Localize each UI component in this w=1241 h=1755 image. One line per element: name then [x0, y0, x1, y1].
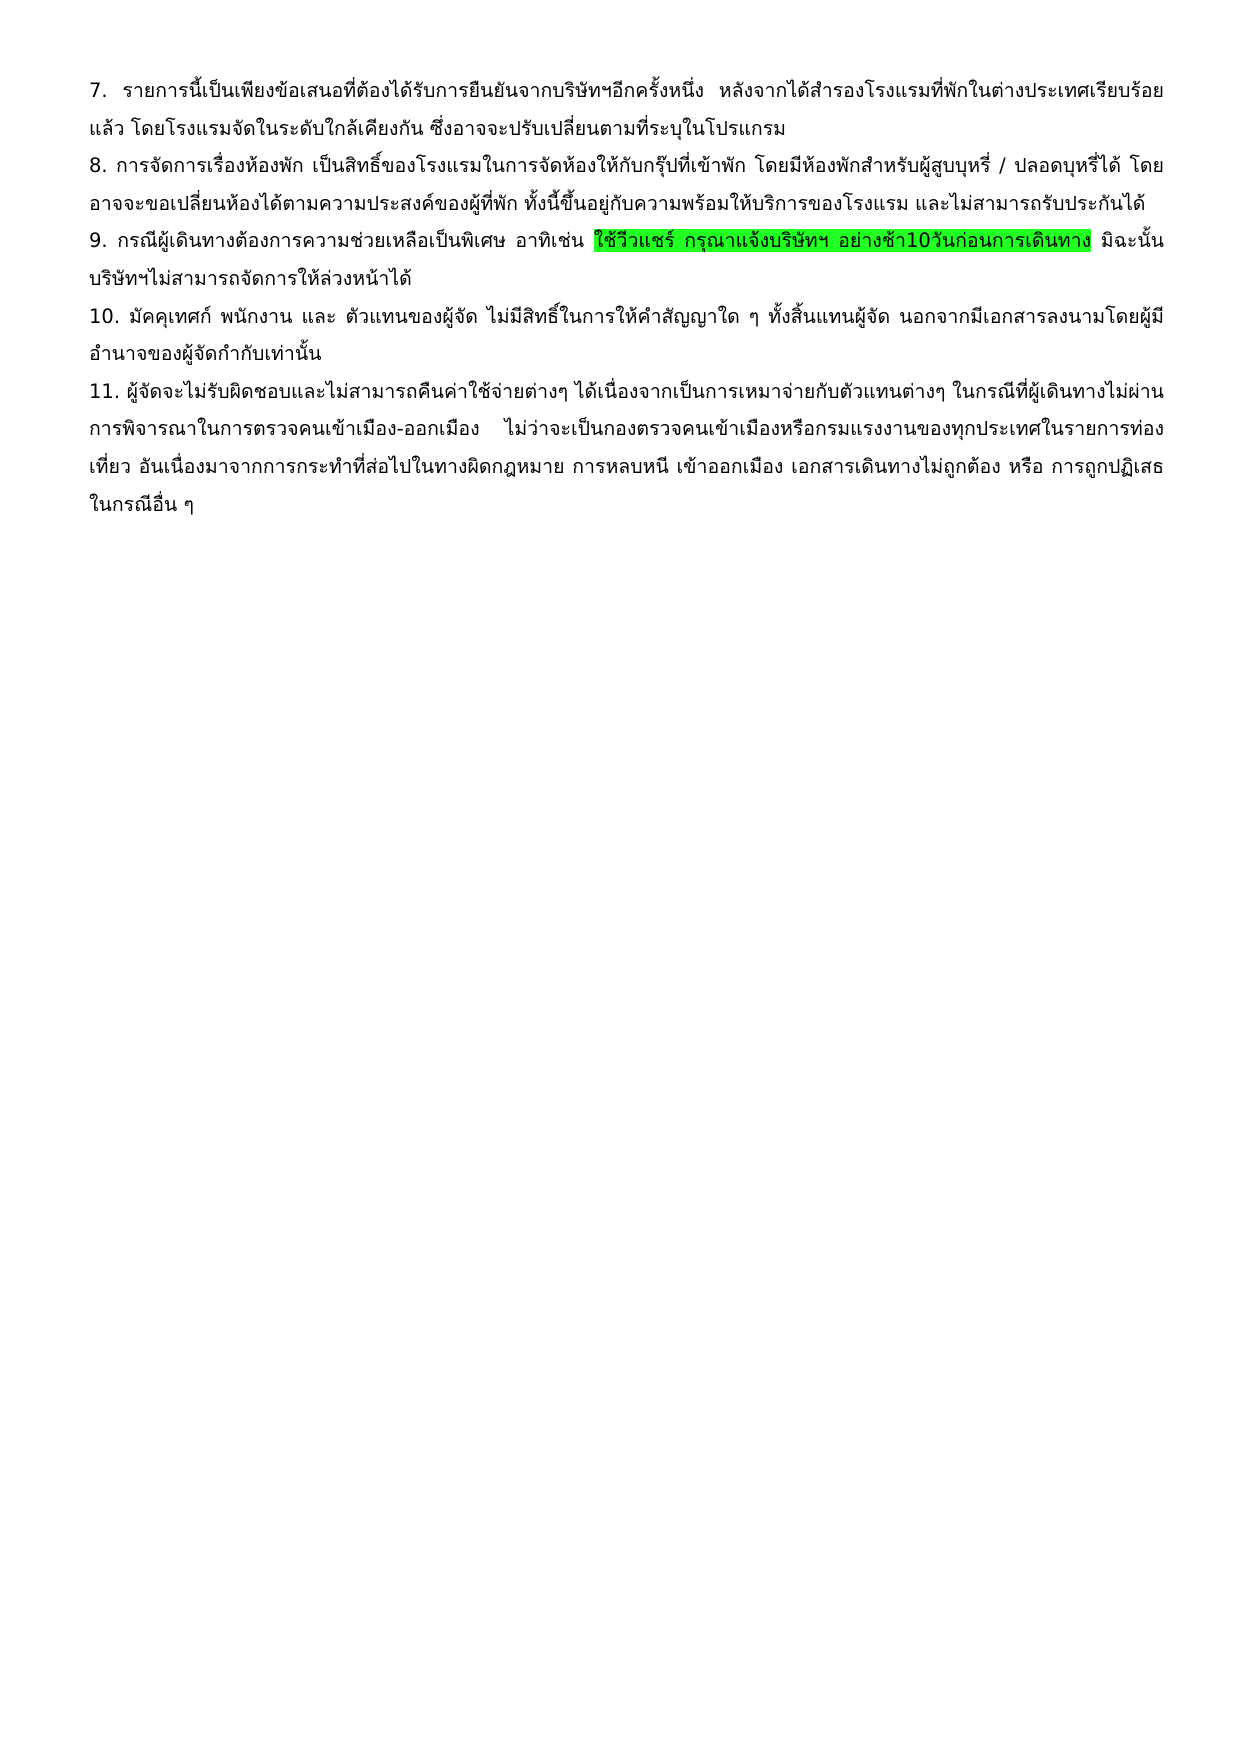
term-item-8: 8. การจัดการเรื่องห้องพัก เป็นสิทธิ์ของโรงแรมในการจัดห้องให้กับกรุ๊ปที่เข้าพัก โดยมีห้องพักสำหรับผู้สูบบุหรี่ / ปลอดบุหรี่ได้ โดยอาจจะขอเปลี่ยนห้องได้ตามความประสงค์ของผู้ที่พัก ทั้งนี้ขึ้นอยู่กับความพร้อมให้บริการของโรงแรม และไม่สามารถรับประกันได้	[89, 154, 1164, 215]
term-item-9-text-start: 9. กรณีผู้เดินทางต้องการความช่วยเหลือเป็นพิเศษ อาทิเช่น	[89, 229, 594, 253]
term-item-9	[89, 222, 1164, 297]
term-item-11: 11. ผู้จัดจะไม่รับผิดชอบและไม่สามารถคืนค่าใช้จ่ายต่างๆ ได้เนื่องจากเป็นการเหมาจ่ายกับตัวแทนต่างๆ ในกรณีที่ผู้เดินทางไม่ผ่านการพิจารณาในการตรวจคนเข้าเมือง-ออกเมือง ไม่ว่าจะเป็นกองตรวจคนเข้าเมืองหรือกรมแรงงานของทุกประเทศในรายการท่องเที่ยว อันเนื่องมาจากการกระทำที่ส่อไปในทางผิดกฎหมาย การหลบหนี เข้าออกเมือง เอกสารเดินทางไม่ถูกต้อง หรือ การถูกปฏิเสธในกรณีอื่น ๆ	[89, 379, 1164, 516]
highlighted-text: ใช้วีวแชร์ กรุณาแจ้งบริษัทฯ อย่างช้า10วันก่อนการเดินทาง	[593, 229, 1092, 253]
term-item-9-text-end: มิฉะนั้นบริษัทฯไม่สามารถจัดการให้ล่วงหน้าได้	[89, 229, 1164, 290]
term-item-10: 10. มัคคุเทศก์ พนักงาน และ ตัวแทนของผู้จัด ไม่มีสิทธิ์ในการให้คำสัญญาใด ๆ ทั้งสิ้นแทนผู้จัด นอกจากมีเอกสารลงนามโดยผู้มีอำนาจของผู้จัดกำกับเท่านั้น	[89, 304, 1164, 366]
terms-list	[89, 72, 1164, 523]
term-item-7: 7. รายการนี้เป็นเพียงข้อเสนอที่ต้องได้รับการยืนยันจากบริษัทฯอีกครั้งหนึ่ง หลังจากได้สำรองโรงแรมที่พักในต่างประเทศเรียบร้อยแล้ว โดยโรงแรมจัดในระดับใกล้เคียงกัน ซึ่งอาจจะปรับเปลี่ยนตามที่ระบุในโปรแกรม	[89, 79, 1164, 140]
